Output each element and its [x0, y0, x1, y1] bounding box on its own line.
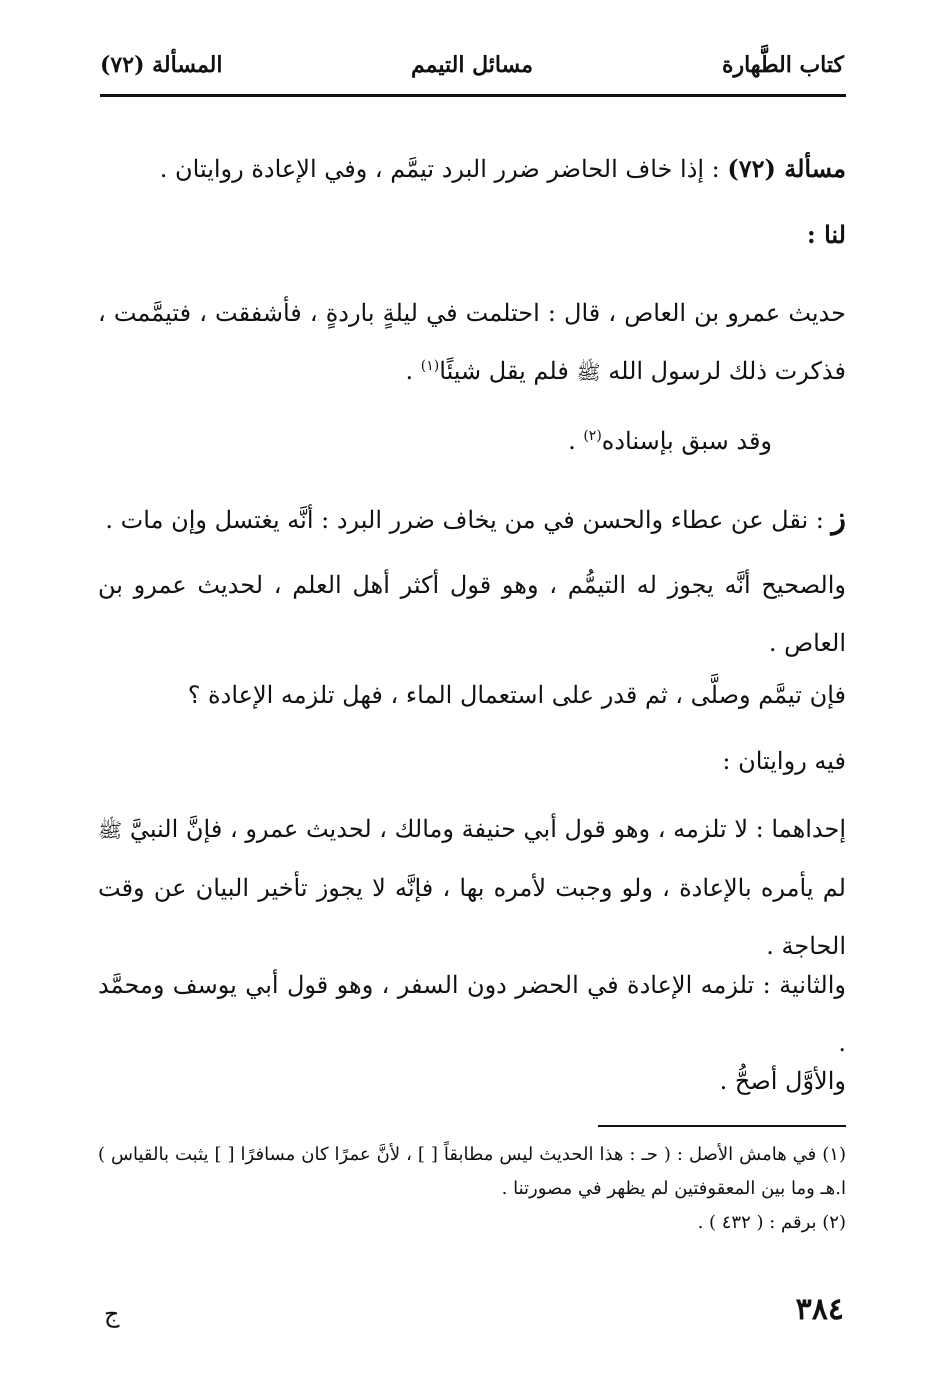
conclusion-paragraph	[98, 1052, 846, 1110]
riwayatan-paragraph	[98, 732, 846, 790]
lana-paragraph	[98, 206, 846, 264]
chapter-title: مسائل التيمم	[410, 52, 533, 78]
isnad-text: وقد سبق بإسناده	[601, 427, 772, 455]
first-narration-end: لم يأمره بالإعادة ، ولو وجبت لأمره بها ، فإنَّه لا يجوز تأخير البيان عن وقت الحاجة .	[98, 874, 846, 960]
zay-paragraph	[98, 490, 846, 549]
footnote-ref-2[interactable]: (٢)	[583, 428, 602, 444]
salutation-glyph: ﷺ	[576, 360, 601, 384]
first-narration-paragraph	[98, 800, 846, 975]
question-text: فإن تيمَّم وصلَّى ، ثم قدر على استعمال الماء ، فهل تلزمه الإعادة ؟	[187, 681, 846, 709]
hadith-period: .	[405, 357, 421, 385]
page-number: ٣٨٤	[795, 1292, 844, 1327]
signature-mark: ج	[104, 1300, 120, 1328]
hadith-text-start: حديث عمرو بن العاص ، قال : احتلمت في ليلةٍ باردةٍ ، فأشفقت ، فتيمَّمت ، فذكرت ذلك لرسول الله	[98, 299, 846, 385]
issue-paragraph	[98, 140, 846, 198]
issue-label: المسألة (٧٢)	[100, 52, 223, 78]
riwayatan-text: فيه روايتان :	[722, 747, 846, 775]
conclusion-text: والأوَّل أصحُّ .	[719, 1067, 846, 1095]
footnote-2: (٢) برقم : ( ٤٣٢ ) .	[697, 1212, 846, 1233]
book-title: كتاب الطَّهارة	[721, 52, 844, 78]
hadith-paragraph	[98, 284, 846, 401]
second-narration-text: والثانية : تلزمه الإعادة في الحضر دون السفر ، وهو قول أبي يوسف ومحمَّد .	[98, 971, 847, 1057]
footnote-rule	[598, 1125, 846, 1127]
zay-marker: ز	[831, 501, 846, 536]
footnote-1: (١) في هامش الأصل : ( حـ : هذا الحديث ليس مطابقاً [ ] ، لأنَّ عمرًا كان مسافرًا [ ] يثبت بالقياس ) ا.هـ وما بين المعقوفتين لم يظهر في مصورتنا .	[98, 1144, 846, 1199]
issue-heading: مسألة (٧٢)	[727, 154, 846, 183]
sahih-paragraph	[98, 556, 846, 672]
first-narration-start: إحداهما : لا تلزمه ، وهو قول أبي حنيفة ومالك ، لحديث عمرو ، فإنَّ النبيَّ	[129, 815, 846, 843]
lana-label: لنا :	[806, 220, 846, 249]
hadith-text-end: فلم يقل شيئًا	[439, 357, 577, 385]
running-head	[100, 52, 844, 88]
zay-text: : نقل عن عطاء والحسن في من يخاف ضرر البرد : أنَّه يغتسل وإن مات .	[105, 506, 832, 534]
question-paragraph	[98, 666, 846, 724]
salutation-glyph: ﷺ	[98, 818, 123, 842]
footnote-ref-1[interactable]: (١)	[420, 358, 440, 374]
issue-statement: : إذا خاف الحاضر ضرر البرد تيمَّم ، وفي الإعادة روايتان .	[159, 155, 728, 183]
footnotes-block	[98, 1138, 846, 1240]
header-rule	[100, 94, 846, 97]
isnad-period: .	[568, 427, 584, 455]
sahih-text: والصحيح أنَّه يجوز له التيمُّم ، وهو قول أكثر أهل العلم ، لحديث عمرو بن العاص .	[98, 571, 846, 657]
isnad-paragraph	[98, 412, 772, 470]
